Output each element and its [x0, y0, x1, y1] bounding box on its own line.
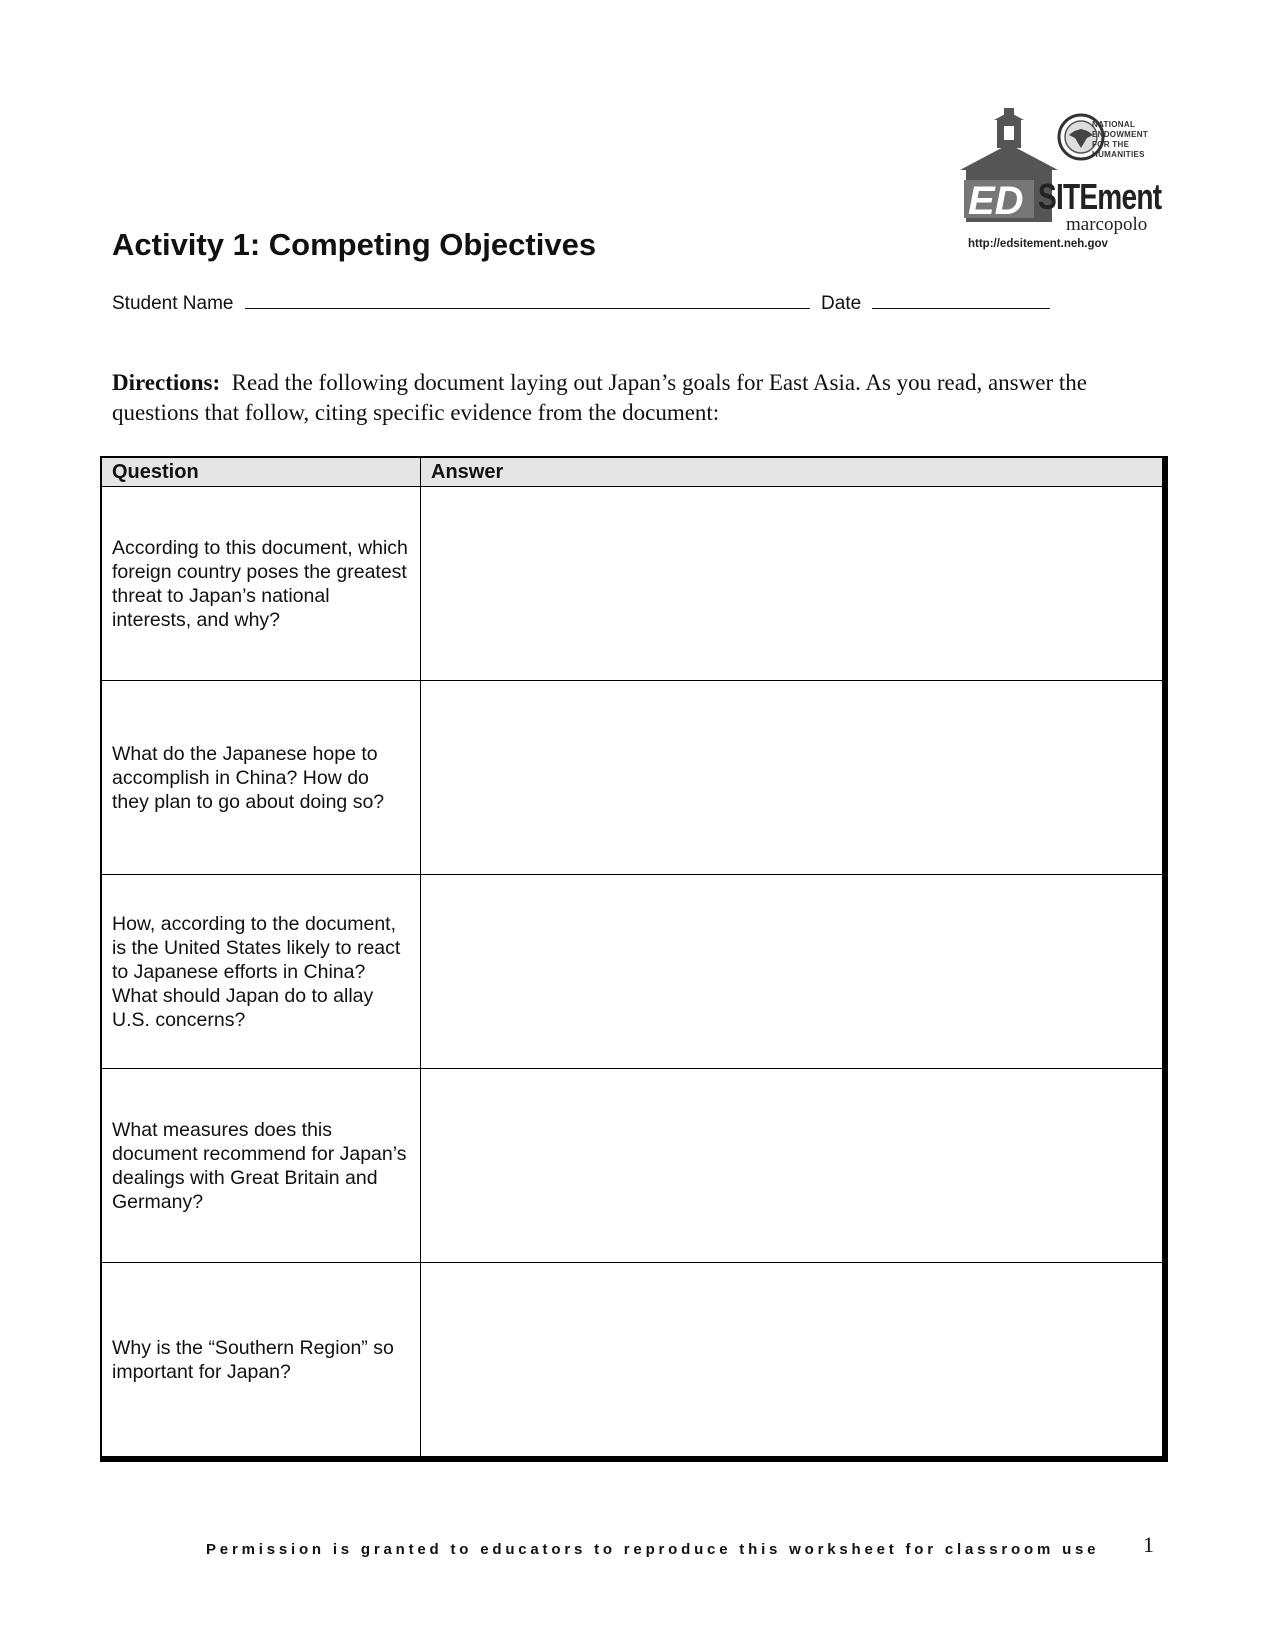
question-text: What do the Japanese hope to accomplish in China? How do they plan to go about doing so?	[112, 742, 385, 813]
column-header-answer: Answer	[421, 457, 1166, 487]
logo-url: http://edsitement.neh.gov	[968, 238, 1108, 250]
answer-cell[interactable]	[421, 487, 1166, 681]
page-title: Activity 1: Competing Objectives	[112, 227, 597, 262]
question-cell	[101, 681, 421, 875]
table-row	[101, 1263, 1165, 1460]
answer-cell[interactable]	[421, 1069, 1166, 1263]
question-cell	[101, 1263, 421, 1460]
date-field[interactable]	[872, 290, 1050, 309]
student-info-line	[112, 290, 1050, 315]
answer-cell[interactable]	[421, 1263, 1166, 1460]
question-answer-table	[100, 456, 1168, 1462]
question-cell	[101, 875, 421, 1069]
question-text: How, according to the document, is the United States likely to react to Japanese efforts in China? What should Japan do to allay U.S. concerns?	[112, 912, 401, 1031]
directions	[112, 368, 1152, 428]
directions-label: Directions:	[112, 370, 221, 395]
table-row	[101, 681, 1165, 875]
svg-text:ED: ED	[968, 179, 1024, 223]
column-header-question: Question	[101, 457, 421, 487]
table-header-row	[101, 457, 1165, 487]
directions-text: Read the following document laying out Japan’s goals for East Asia. As you read, answer the questions that follow, citing specific evidence from the document:	[112, 370, 1087, 425]
question-text: According to this document, which foreign country poses the greatest threat to Japan’s national interests, and why?	[112, 536, 408, 631]
table-row	[101, 1069, 1165, 1263]
neh-org-text: NATIONAL ENDOWMENT FOR THE HUMANITIES	[1092, 120, 1149, 159]
date-label: Date	[821, 293, 862, 314]
student-name-label: Student Name	[112, 293, 234, 314]
answer-cell[interactable]	[421, 875, 1166, 1069]
permission-footer: Permission is granted to educators to reproduce this worksheet for classroom use	[206, 1541, 1100, 1558]
question-cell	[101, 1069, 421, 1263]
question-text: Why is the “Southern Region” so important for Japan?	[112, 1336, 394, 1383]
logo-brand-text: SITEment	[1038, 176, 1162, 217]
table-row	[101, 487, 1165, 681]
student-name-field[interactable]	[245, 290, 810, 309]
table-row	[101, 875, 1165, 1069]
question-cell	[101, 487, 421, 681]
question-text: What measures does this document recommend for Japan’s dealings with Great Britain and Germany?	[112, 1118, 407, 1213]
page-number: 1	[1143, 1532, 1154, 1557]
logo-sub-text: marcopolo	[1066, 214, 1148, 235]
answer-cell[interactable]	[421, 681, 1166, 875]
